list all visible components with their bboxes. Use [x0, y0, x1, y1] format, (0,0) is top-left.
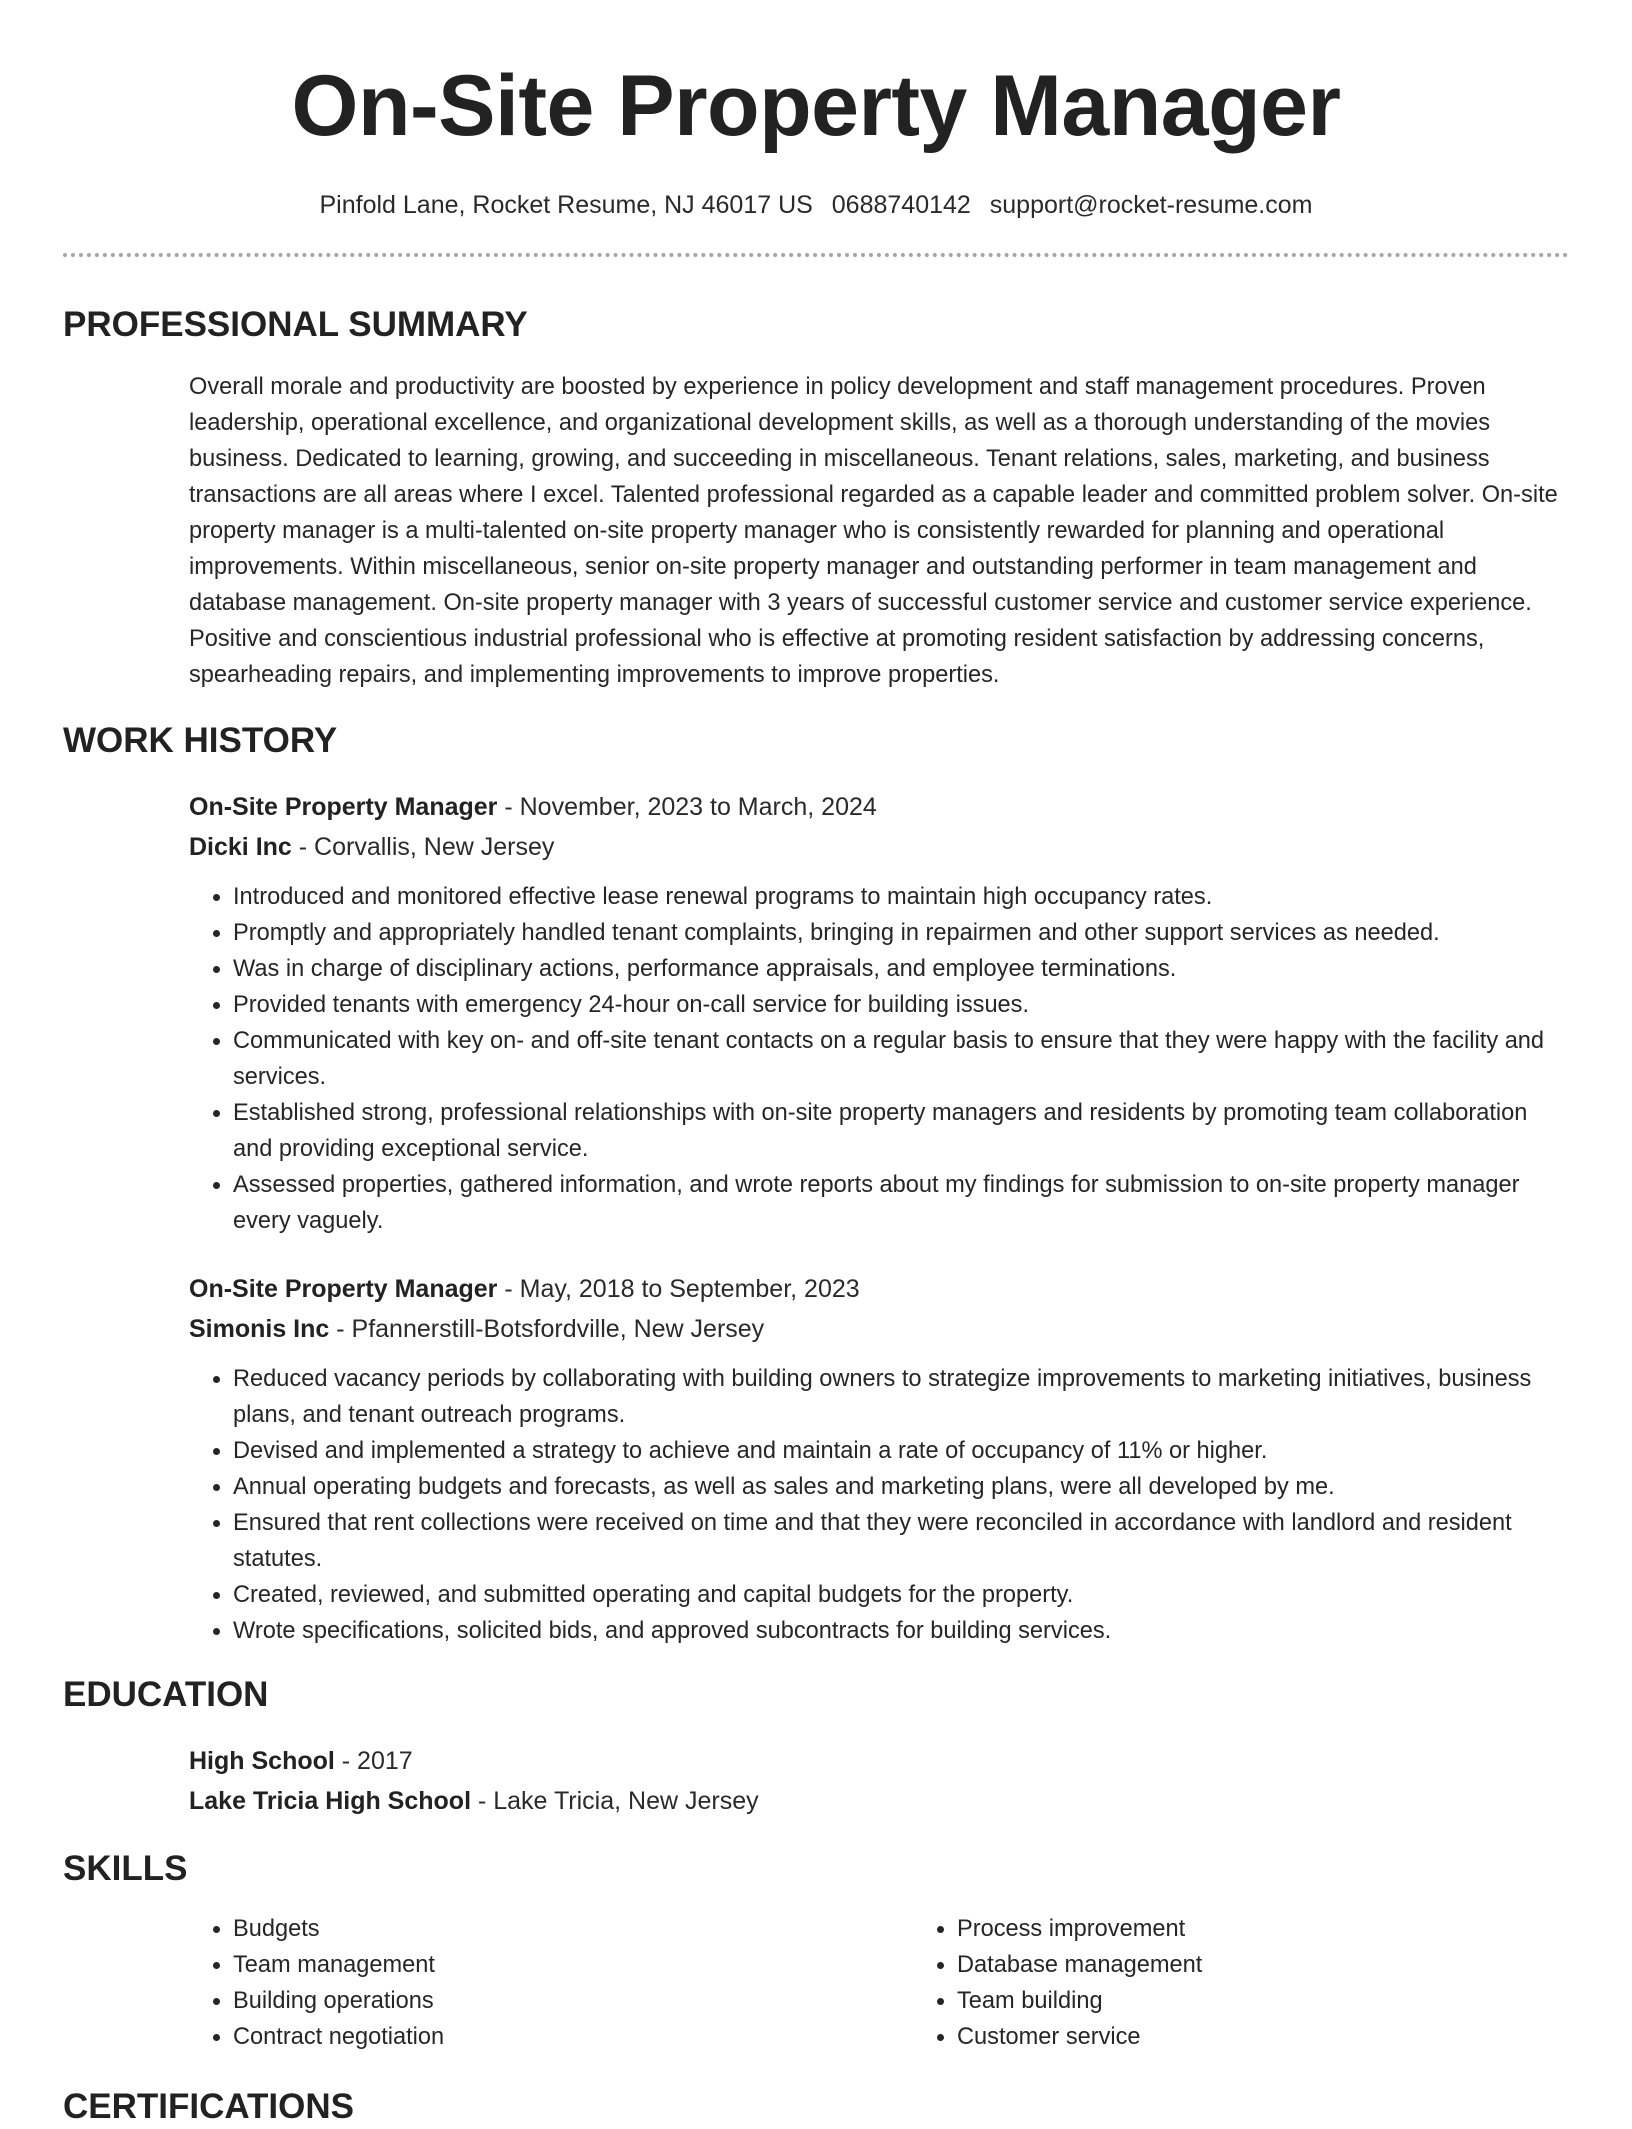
skill-item: • Team building: [957, 1983, 1557, 2019]
contact-address: Pinfold Lane, Rocket Resume, NJ 46017 US: [319, 191, 813, 219]
skills-right-column: [913, 1911, 1557, 2055]
summary-section: [0, 303, 1632, 693]
certifications-heading: CERTIFICATIONS: [63, 2087, 355, 2126]
certifications-section: [0, 2085, 1632, 2129]
job-bullet: • Reduced vacancy periods by collaborating with building owners to strategize improvements to marketing initiatives, business plans, and tenant outreach programs.: [233, 1361, 1569, 1433]
job-bullet: • Introduced and monitored effective lease renewal programs to maintain high occupancy rates.: [233, 879, 1569, 915]
job-entry: [189, 787, 1569, 1239]
skills-left-column: [189, 1911, 913, 2055]
skill-item: • Building operations: [233, 1983, 913, 2019]
job-bullet: • Provided tenants with emergency 24-hour on-call service for building issues.: [233, 987, 1569, 1023]
skills-columns: [189, 1911, 1569, 2055]
job-bullets: [189, 879, 1569, 1239]
job-bullet: • Established strong, professional relationships with on-site property managers and residents by promoting team collaboration and providing exceptional service.: [233, 1095, 1569, 1167]
skill-item: • Contract negotiation: [233, 2019, 913, 2055]
job-title-line: [189, 787, 1569, 827]
resume-name: On-Site Property Manager: [291, 58, 1341, 154]
work-history-section: [0, 719, 1632, 1649]
job-bullet: • Promptly and appropriately handled tenant complaints, bringing in repairmen and other support services as needed.: [233, 915, 1569, 951]
education-section: [0, 1673, 1632, 1821]
education-degree-line: [189, 1741, 1569, 1781]
job-bullet: • Communicated with key on- and off-site tenant contacts on a regular basis to ensure that they were happy with the facility and services.: [233, 1023, 1569, 1095]
education-heading: EDUCATION: [63, 1675, 269, 1714]
skills-heading: SKILLS: [63, 1849, 188, 1888]
skill-item: • Budgets: [233, 1911, 913, 1947]
job-bullet: • Created, reviewed, and submitted operating and capital budgets for the property.: [233, 1577, 1569, 1613]
education-degree: High School: [189, 1747, 335, 1775]
header-divider: [63, 253, 1569, 257]
job-entry: [189, 1269, 1569, 1649]
job-location: - Corvallis, New Jersey: [291, 833, 555, 861]
job-company-line: [189, 1309, 1569, 1349]
education-entry: [189, 1741, 1569, 1821]
education-year: - 2017: [334, 1747, 413, 1775]
job-bullet: • Assessed properties, gathered information, and wrote reports about my findings for submission to on-site property manager every vaguely.: [233, 1167, 1569, 1239]
job-bullet: • Annual operating budgets and forecasts, as well as sales and marketing plans, were all developed by me.: [233, 1469, 1569, 1505]
education-school: Lake Tricia High School: [189, 1787, 472, 1815]
skill-item: • Team management: [233, 1947, 913, 1983]
job-dates: - November, 2023 to March, 2024: [497, 793, 877, 821]
job-bullet: • Ensured that rent collections were received on time and that they were reconciled in accordance with landlord and resident statutes.: [233, 1505, 1569, 1577]
job-bullet: • Was in charge of disciplinary actions, performance appraisals, and employee terminations.: [233, 951, 1569, 987]
contact-phone: 0688740142: [831, 191, 971, 219]
skill-item: • Customer service: [957, 2019, 1557, 2055]
job-dates: - May, 2018 to September, 2023: [497, 1275, 860, 1303]
job-company: Dicki Inc: [189, 833, 292, 861]
skills-section: [0, 1847, 1632, 2055]
contact-line: [0, 190, 1632, 220]
job-company-line: [189, 827, 1569, 867]
job-title-line: [189, 1269, 1569, 1309]
job-role: On-Site Property Manager: [189, 793, 498, 821]
education-location: - Lake Tricia, New Jersey: [471, 1787, 759, 1815]
summary-text: Overall morale and productivity are boosted by experience in policy development and staff management procedures. Proven leadership, operational excellence, and organizational development skills, as well as a thorough understanding of the movies business. Dedicated to learning, growing, and succeeding in miscellaneous. Tenant relations, sales, marketing, and business transactions are all areas where I excel. Talented professional regarded as a capable leader and committed problem solver. On-site property manager is a multi-talented on-site property manager who is consistently rewarded for planning and operational improvements. Within miscellaneous, senior on-site property manager and outstanding performer in team management and database management. On-site property manager with 3 years of successful customer service and customer service experience. Positive and conscientious industrial professional who is effective at promoting resident satisfaction by addressing concerns, spearheading repairs, and implementing improvements to improve properties.: [189, 374, 1558, 688]
contact-email: support@rocket-resume.com: [989, 191, 1313, 219]
job-company: Simonis Inc: [189, 1315, 330, 1343]
work-history-heading: WORK HISTORY: [63, 721, 338, 760]
summary-heading: PROFESSIONAL SUMMARY: [63, 305, 528, 344]
job-bullets: [189, 1361, 1569, 1649]
skill-item: • Process improvement: [957, 1911, 1557, 1947]
skill-item: • Database management: [957, 1947, 1557, 1983]
education-school-line: [189, 1781, 1569, 1821]
job-bullet: • Wrote specifications, solicited bids, and approved subcontracts for building services.: [233, 1613, 1569, 1649]
job-location: - Pfannerstill-Botsfordville, New Jersey: [329, 1315, 765, 1343]
job-role: On-Site Property Manager: [189, 1275, 498, 1303]
job-bullet: • Devised and implemented a strategy to achieve and maintain a rate of occupancy of 11% or higher.: [233, 1433, 1569, 1469]
